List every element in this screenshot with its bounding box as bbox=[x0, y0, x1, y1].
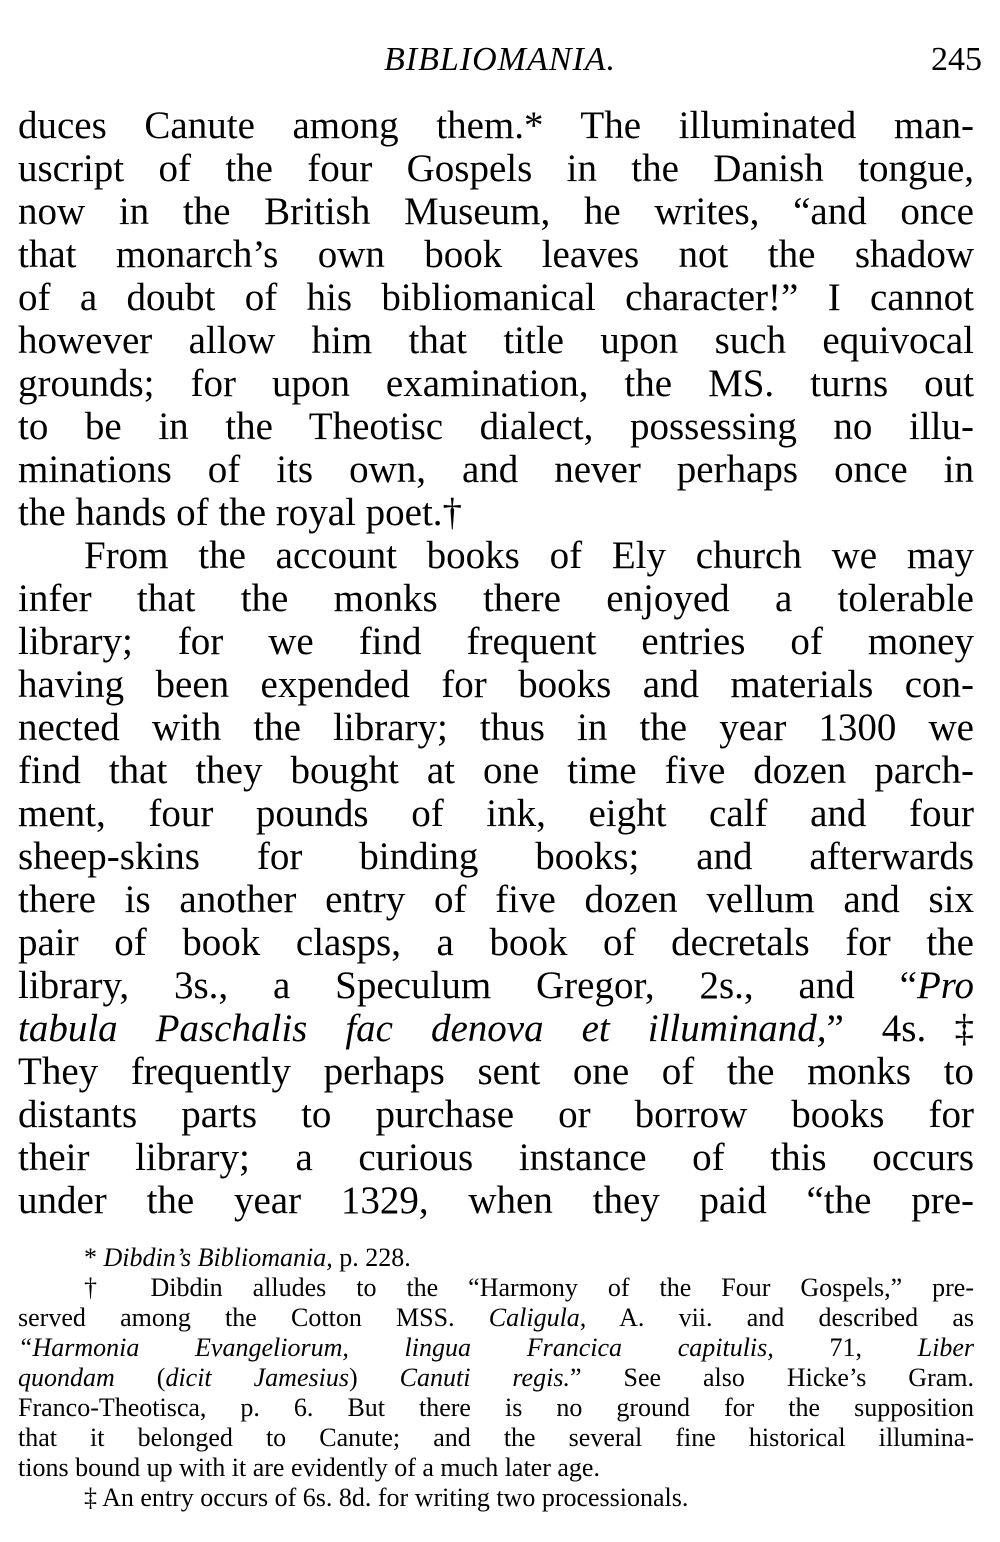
text-line: From the account books of Ely church we may bbox=[84, 534, 974, 577]
text-run: A. vii. and described as bbox=[586, 1303, 974, 1332]
text-line: their library; a curious instance of this occurs bbox=[18, 1136, 974, 1179]
text-line: now in the British Museum, he writes, “and once bbox=[18, 190, 974, 233]
footnote-line bbox=[18, 1333, 974, 1363]
italic-run: tabula Paschalis fac denova et illuminand, bbox=[18, 1007, 827, 1050]
text-line: They frequently perhaps sent one of the monks to bbox=[18, 1050, 974, 1093]
text-line: ment, four pounds of ink, eight calf and four bbox=[18, 792, 974, 835]
text-line: having been expended for books and materials con- bbox=[18, 663, 974, 706]
text-line bbox=[18, 1007, 974, 1050]
footnote-line bbox=[18, 1363, 974, 1393]
body-text bbox=[18, 104, 974, 1222]
text-line: the hands of the royal poet.† bbox=[18, 491, 463, 534]
text-run: ” See also Hicke’s Gram. bbox=[569, 1363, 974, 1392]
page-header bbox=[18, 38, 982, 82]
footnote-line bbox=[18, 1303, 974, 1333]
footnote-line: Franco-Theotisca, p. 6. But there is no ground for the supposition bbox=[18, 1393, 974, 1422]
text-line: find that they bought at one time five dozen parch- bbox=[18, 749, 974, 792]
text-line: however allow him that title upon such equivocal bbox=[18, 319, 974, 362]
text-run: p. 228. bbox=[332, 1243, 411, 1272]
footnote-line: ‡ An entry occurs of 6s. 8d. for writing two processionals. bbox=[84, 1483, 689, 1512]
text-line: grounds; for upon examination, the MS. turns out bbox=[18, 362, 974, 405]
text-line: to be in the Theotisc dialect, possessing no illu- bbox=[18, 405, 974, 448]
footnote-mark: * bbox=[84, 1243, 104, 1272]
text-line: of a doubt of his bibliomanical character!” I cannot bbox=[18, 276, 974, 319]
footnote-line bbox=[18, 1243, 974, 1273]
text-line: under the year 1329, when they paid “the pre- bbox=[18, 1179, 974, 1222]
text-line: pair of book clasps, a book of decretals for the bbox=[18, 921, 974, 964]
italic-run: Caligula, bbox=[488, 1303, 587, 1332]
footnotes bbox=[18, 1243, 974, 1513]
text-line: that monarch’s own book leaves not the shadow bbox=[18, 233, 974, 276]
footnote-line: † Dibdin alludes to the “Harmony of the Four Gospels,” pre- bbox=[84, 1273, 974, 1302]
text-line bbox=[18, 964, 974, 1007]
italic-run: Pro bbox=[916, 964, 974, 1007]
text-line: uscript of the four Gospels in the Danish tongue, bbox=[18, 147, 974, 190]
text-line: infer that the monks there enjoyed a tolerable bbox=[18, 577, 974, 620]
text-run: ) bbox=[348, 1363, 400, 1392]
text-line: library; for we find frequent entries of money bbox=[18, 620, 974, 663]
italic-run: Canuti regis. bbox=[399, 1363, 570, 1392]
footnote-line: tions bound up with it are evidently of a much later age. bbox=[18, 1453, 600, 1482]
italic-run: Liber bbox=[917, 1333, 975, 1362]
italic-run: Dibdin’s Bibliomania, bbox=[103, 1243, 333, 1272]
text-line: duces Canute among them.* The illuminated man- bbox=[18, 104, 974, 147]
footnote-line: that it belonged to Canute; and the several fine historical illumina- bbox=[18, 1423, 974, 1452]
text-run: ( bbox=[114, 1363, 166, 1392]
italic-run: “Harmonia Evangeliorum, lingua Francica capitulis, bbox=[18, 1333, 774, 1362]
text-line: sheep-skins for binding books; and afterwards bbox=[18, 835, 974, 878]
italic-run: dicit Jamesius bbox=[165, 1363, 349, 1392]
text-run: served among the Cotton MSS. bbox=[18, 1303, 489, 1332]
text-line: distants parts to purchase or borrow books for bbox=[18, 1093, 974, 1136]
text-line: minations of its own, and never perhaps once in bbox=[18, 448, 974, 491]
text-run: ” 4s.‡ bbox=[826, 1007, 974, 1050]
text-run: library, 3s., a Speculum Gregor, 2s., and “ bbox=[18, 964, 917, 1007]
text-line: nected with the library; thus in the year 1300 we bbox=[18, 706, 974, 749]
page-number: 245 bbox=[931, 41, 982, 78]
italic-run: quondam bbox=[18, 1363, 115, 1392]
text-run: 71, bbox=[773, 1333, 918, 1362]
running-title: BIBLIOMANIA. bbox=[383, 41, 616, 78]
text-line: there is another entry of five dozen vellum and six bbox=[18, 878, 974, 921]
